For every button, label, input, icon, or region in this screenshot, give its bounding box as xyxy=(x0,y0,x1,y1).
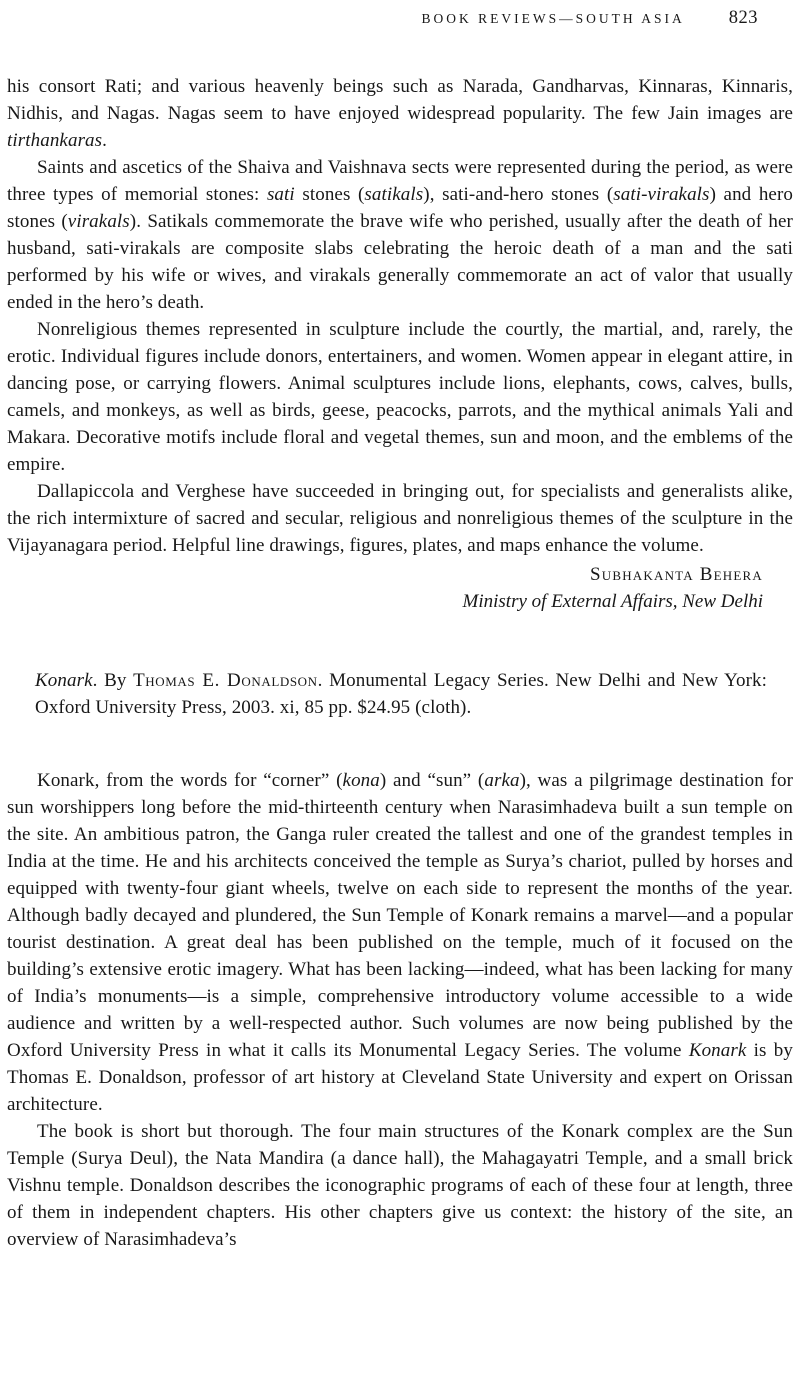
reviewer-affiliation: Ministry of External Affairs, New Delhi xyxy=(462,591,763,612)
page-content xyxy=(0,73,800,1253)
book-citation: Konark. By Thomas E. Donaldson. Monumental Legacy Series. New Delhi and New York: Oxford University Press, 2003. xi, 85 pp. $24.95 (cloth). xyxy=(35,670,767,718)
review-paragraph: Konark, from the words for “corner” (kona) and “sun” (arka), was a pilgrimage destination for sun worshippers long before the mid-thirteenth century when Narasimhadeva built a sun temple on the site. An ambitious patron, the Ganga ruler created the tallest and one of the grandest temples in India at the time. He and his architects conceived the temple as Surya’s chariot, pulled by horses and equipped with twenty-four giant wheels, twelve on each side to represent the months of the year. Although badly decayed and plundered, the Sun Temple of Konark remains a marvel—and a popular tourist destination. A great deal has been published on the temple, much of it focused on the building’s extensive erotic imagery. What has been lacking—indeed, what has been lacking for many of India’s monuments—is a simple, comprehensive introductory volume accessible to a wide audience and written by a well-respected author. Such volumes are now being published by the Oxford University Press in what it calls its Monumental Legacy Series. The volume Konark is by Thomas E. Donaldson, professor of art history at Cleveland State University and expert on Orissan architecture. xyxy=(7,770,794,1115)
review-paragraph: Nonreligious themes represented in sculpture include the courtly, the martial, and, rarely, the erotic. Individual figures include donors, entertainers, and women. Women appear in elegant attire, in dancing pose, or carrying flowers. Animal sculptures include lions, elephants, cows, calves, bulls, camels, and monkeys, as well as birds, geese, peacocks, parrots, and the mythical animals Yali and Makara. Decorative motifs include floral and vegetal themes, sun and moon, and the emblems of the empire. xyxy=(7,319,793,475)
review-konark xyxy=(7,667,793,1253)
review-paragraph: The book is short but thorough. The four main structures of the Konark complex are the Sun Temple (Surya Deul), the Nata Mandira (a dance hall), the Mahagayatri Temple, and a small brick Vishnu temple. Donaldson describes the iconographic programs of each of these four at length, three of them in independent chapters. His other chapters give us context: the history of the site, an overview of Narasimhadeva’s xyxy=(7,1121,793,1250)
review-vijayanagara-sculpture xyxy=(7,73,793,615)
reviewer-name: Subhakanta Behera xyxy=(589,564,763,585)
reviewer-signature-block xyxy=(7,561,793,615)
review-paragraph: Dallapiccola and Verghese have succeeded in bringing out, for specialists and generalists alike, the rich intermixture of sacred and secular, religious and nonreligious themes of the sculpture in the Vijayanagara period. Helpful line drawings, figures, plates, and maps enhance the volume. xyxy=(7,481,793,556)
review-paragraph: Saints and ascetics of the Shaiva and Vaishnava sects were represented during the period, as were three types of memorial stones: sati stones (satikals), sati-and-hero stones (sati-virakals) and hero stones (virakals). Satikals commemorate the brave wife who perished, usually after the death of her husband, sati-virakals are composite slabs celebrating the heroic death of a man and the sati performed by his wife or wives, and virakals generally commemorate an act of valor that usually ended in the hero’s death. xyxy=(7,157,793,313)
review-konark-body xyxy=(7,767,793,1253)
review-paragraph-continuation: his consort Rati; and various heavenly beings such as Narada, Gandharvas, Kinnaras, Kinnaris, Nidhis, and Nagas. Nagas seem to have enjoyed widespread popularity. The few Jain images are tirthankaras. xyxy=(7,76,793,151)
page-number: 823 xyxy=(728,8,758,28)
running-head-title: BOOK REVIEWS—SOUTH ASIA xyxy=(421,11,685,26)
running-header xyxy=(0,0,800,29)
